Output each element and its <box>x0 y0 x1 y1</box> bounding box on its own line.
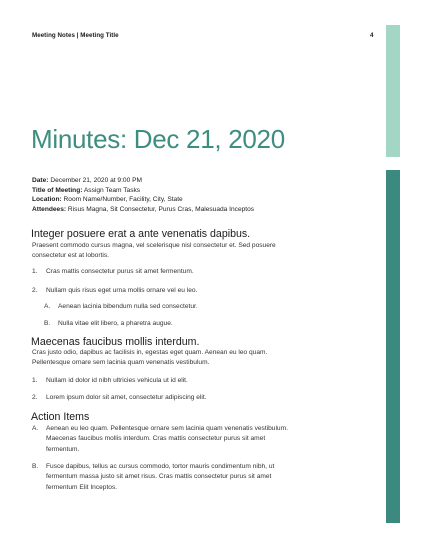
date-value: December 21, 2020 at 9:00 PM <box>50 177 142 184</box>
accent-bar-dark <box>386 170 400 523</box>
meeting-title-row <box>32 186 372 196</box>
section-paragraph <box>32 241 377 262</box>
list-item: Nullam quis risus eget urna mollis ornare vel eu leo. <box>46 287 198 294</box>
action-item-marker: A. <box>32 425 39 432</box>
page-number: 4 <box>370 32 374 39</box>
list-item: Nullam id dolor id nibh ultricies vehicula ut id elit. <box>46 377 188 384</box>
accent-bar-light <box>386 25 400 157</box>
action-item-line: fermentum. <box>46 445 80 453</box>
attendees-value: Risus Magna, Sit Consectetur, Purus Cras, Malesuada Inceptos <box>67 205 255 213</box>
paragraph-line: consectetur est at lobortis. <box>32 252 109 260</box>
list-item: Lorem ipsum dolor sit amet, consectetur adipiscing elit. <box>46 394 207 401</box>
section-heading: Maecenas faucibus mollis interdum. <box>31 336 200 348</box>
attendees-row <box>32 205 372 215</box>
sublist-marker: B. <box>44 320 51 327</box>
paragraph-line: Praesent commodo cursus magna, vel scelerisque nisl consectetur et. Sed posuere <box>32 242 276 249</box>
action-item-marker: B. <box>32 463 39 470</box>
location-row <box>32 195 372 205</box>
action-item-line: fermentum massa justo sit amet risus. Cras mattis consectetur purus sit amet <box>46 473 272 481</box>
date-label: Date: <box>32 177 49 184</box>
location-label: Location: <box>32 196 62 204</box>
action-item-line: fermentum Elit Inceptos. <box>46 483 118 491</box>
running-header: Meeting Notes | Meeting Title <box>32 32 119 39</box>
section-heading: Action Items <box>31 411 90 423</box>
action-item-line: Fusce dapibus, tellus ac cursus commodo, tortor mauris condimentum nibh, ut <box>46 463 275 470</box>
list-marker: 1. <box>32 377 38 384</box>
sublist-item: Nulla vitae elit libero, a pharetra augue. <box>58 320 173 327</box>
action-item-line: Aenean eu leo quam. Pellentesque ornare sem lacinia quam venenatis vestibulum. <box>46 425 288 432</box>
list-marker: 2. <box>32 394 38 401</box>
meeting-title-value: Assign Team Tasks <box>83 186 141 194</box>
list-marker: 1. <box>32 268 38 275</box>
list-item: Cras mattis consectetur purus sit amet fermentum. <box>46 268 194 275</box>
paragraph-line: Cras justo odio, dapibus ac facilisis in, egestas eget quam. Aenean eu leo quam. <box>32 349 268 356</box>
sublist-marker: A. <box>44 303 51 310</box>
attendees-label: Attendees: <box>32 205 67 213</box>
meeting-details <box>32 176 372 214</box>
section-paragraph <box>32 348 377 369</box>
section-heading: Integer posuere erat a ante venenatis dapibus. <box>31 228 251 240</box>
paragraph-line: Pellentesque ornare sem lacinia quam venenatis vestibulum. <box>32 359 210 367</box>
date-row <box>32 176 372 186</box>
list-marker: 2. <box>32 287 38 294</box>
action-item <box>46 462 346 493</box>
action-item-line: Maecenas faucibus mollis interdum. Cras mattis consectetur purus sit amet <box>46 435 266 443</box>
location-value: Room Name/Number, Facility, City, State <box>63 196 183 204</box>
page-title: Minutes: Dec 21, 2020 <box>31 124 285 154</box>
sublist-item: Aenean lacinia bibendum nulla sed consectetur. <box>58 303 198 310</box>
action-item <box>46 424 346 455</box>
meeting-title-label: Title of Meeting: <box>32 186 83 194</box>
